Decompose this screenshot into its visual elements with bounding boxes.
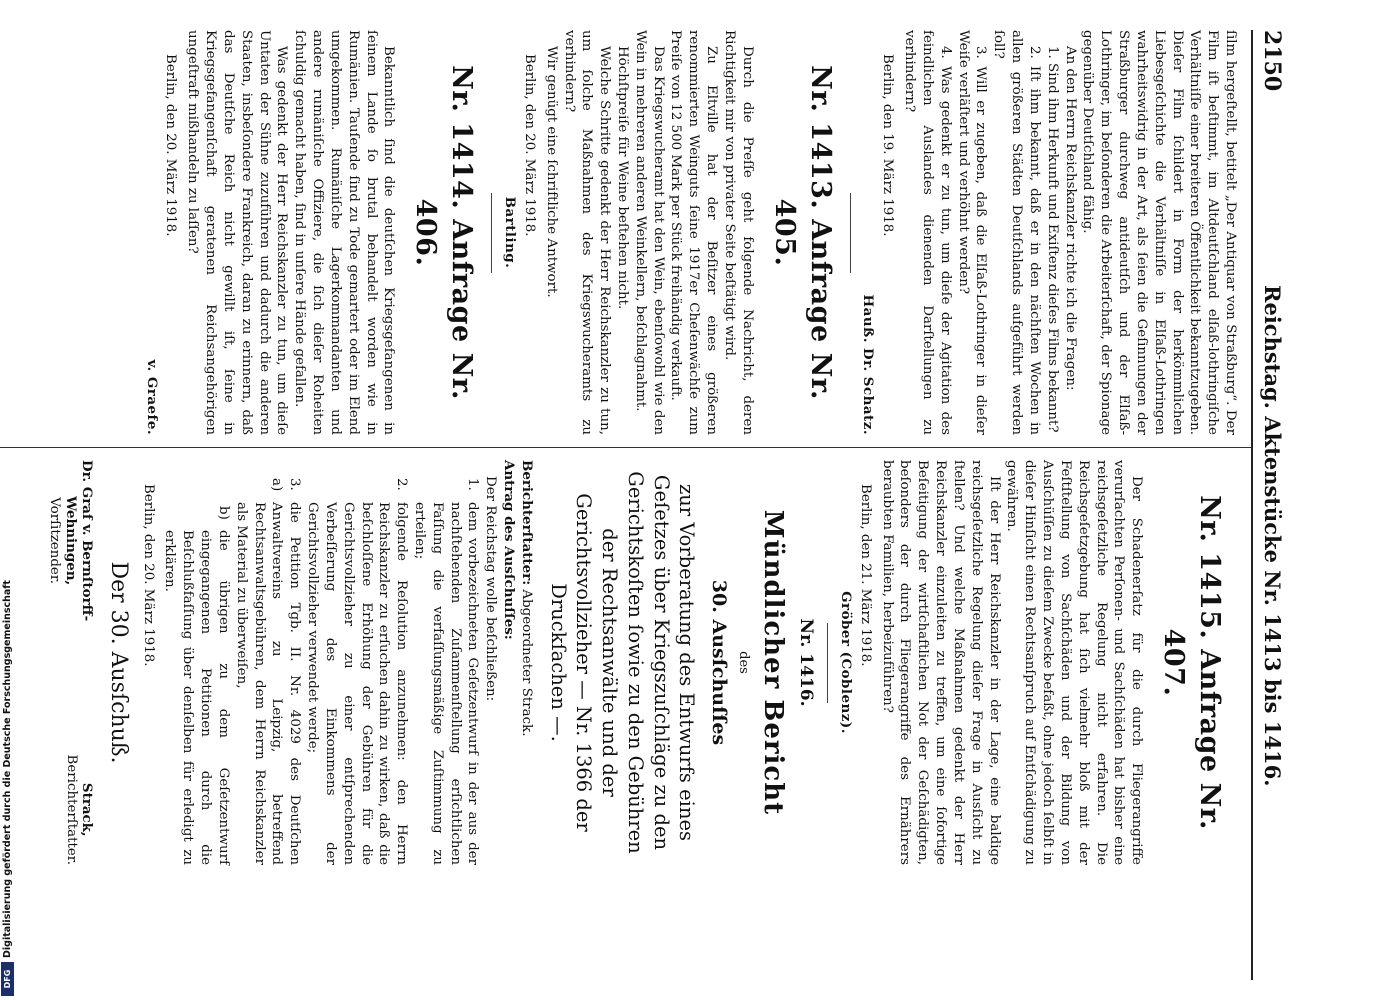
digitization-credit: [1, 0, 15, 1000]
questions-intro: An den Herrn Reichskanzler richte ich die Fragen:: [1062, 46, 1078, 391]
point-text: die Petition Tgb. II. Nr. 4029 des Deutſchen Anwaltvereins zu Leipzig, betreffend Rechtsanwaltsgebühren, dem Herrn Reichskanzler als Material zu überweiſen,: [233, 502, 303, 865]
body-paragraph: Zu Eltville hat der Beſitzer eines größeren renommierten Weinguts ſeine 1917er Cheſenwächſe zum Preiſe von 12 500 Mark per Stück freihändig verkauft.: [668, 30, 720, 435]
antrag-point: [232, 478, 303, 865]
chair-signature: [45, 460, 95, 621]
body-paragraph: Höchſtpreiſe für Weine beſtehen nicht.: [615, 46, 630, 310]
bericht-title: Mündlicher Bericht: [758, 509, 789, 816]
point-number: 3. a): [269, 478, 303, 492]
point-number: b): [215, 506, 231, 520]
running-header: [1251, 30, 1303, 980]
logo-text: DFG: [3, 969, 12, 989]
question: 2. Iſt ihm bekannt, daß er in den nächſten Wochen in allen größeren Städten Deutſchlands aufgeführt werden ſoll?: [991, 30, 1042, 435]
bericht-subject: zur Vorberatung des Entwurfs eines Geſetzes über Kriegszuſchläge zu den Gerichtskoſten ſowie zu den Gebühren der Rechtsanwälte und der Gerichtsvollzieher — Nr. 1366 der Druckſachen —.: [546, 471, 699, 854]
intro-paragraph: ſilm hergeſtellt, betitelt „Der Antiquar von Straßburg“. Der Film iſt beſtimmt, im Altdeutſchland elſaß-lothringiſche Verhältniſſe einer breiteren Öffentlichkeit bekanntzugeben. Dieſer Film ſchildert in Form der herkömmlichen Liebesgeſchichte die Verhältniſſe in Elſaß-Lothringen wahrheitswidrig in der Art, als ſeien die Geſinnungen der Straßburger durchweg antideutſch und der Elſaß-Lothringer, im beſonderen die Arbeiterſchaft, der Spionage gegenüber Deutſchland fähig.: [1080, 30, 1238, 435]
reporter-signature: [45, 755, 95, 865]
body-paragraph: Welche Schritte gedenkt der Herr Reichskanzler zu tun, um ſolche Maßnahmen des Kriegswucheramts zu verhindern?: [561, 30, 613, 435]
chair-name-line-2: Wehningen,: [62, 496, 79, 586]
antrag-point: [410, 478, 481, 865]
body-paragraph: Durch die Preſſe geht folgende Nachricht, deren Richtigkeit mir von privater Seite beſtätigt wird.: [721, 30, 755, 435]
bericht-number: Nr. 1416.: [796, 618, 817, 707]
column-divider: [0, 447, 1251, 448]
right-column: [45, 460, 1239, 865]
berichterstatter-line: [517, 460, 535, 865]
signature: v. Graefe.: [143, 359, 160, 435]
date-line: Berlin, den 20. März 1918.: [140, 484, 156, 667]
signature: Bartling.: [502, 196, 519, 269]
left-column: [142, 30, 1239, 435]
antrag-label: Antrag des Ausſchuſſes:: [501, 460, 518, 640]
signature-block: [45, 460, 95, 865]
reporter-name: Strack,: [79, 782, 96, 837]
point-number: 2.: [394, 478, 410, 491]
signature: Gröber (Coblenz).: [837, 591, 854, 734]
berichterstatter-label: Berichterſtatter:: [518, 460, 535, 586]
bericht-des: des: [735, 651, 751, 674]
date-line: Berlin, den 20. März 1918.: [521, 54, 537, 237]
body-paragraph: Iſt der Herr Reichskanzler in der Lage, eine baldige reichsgeſetzliche Regelung dieſer Frage in Ausſicht zu ſtellen? Und welche Maßnahmen gedenkt der Herr Reichskanzler einzuleiten zu treffen, um eine ſofortige Beſeitigung der wirtſchaftlichen Not der Geſchädigten, beſonders der durch Fliegerangriffe des Ernährers beraubten Familien, herbeizuführen?: [879, 460, 1002, 865]
date-line: Berlin, den 21. März 1918.: [857, 484, 873, 667]
committee-closing: Der 30. Ausſchuß.: [105, 561, 131, 764]
separator-rule: [491, 193, 492, 273]
point-text: dem vorbezeichneten Geſetzentwurf in der aus der nachſtehenden Zuſammenſtellung erſichtlichen Faſſung die verfaſſungsmäßige Zuſtimmung zu erteilen;: [412, 502, 481, 865]
date-line: Berlin, den 20. März 1918.: [163, 54, 179, 237]
anfrage-405-heading: Nr. 1413. Anfrage Nr. 405.: [768, 65, 836, 400]
running-title: Reichstag. Aktenstücke Nr. 1413 bis 1416.: [1260, 285, 1285, 787]
chair-role: Vorſitzender.: [47, 497, 62, 585]
separator-rule: [850, 193, 851, 273]
body-paragraph: Der Schadenerſatz für die durch Fliegerangriffe verurſachten Perſonen- und Sachſchäden hat bisher eine reichsgeſetzliche Regelung nicht erfahren. Die Reichsgeſetzgebung hat ſich vielmehr bloß mit der Feſtſtellung von Sachſchäden und der Bildung von Ausſchüſſen zu dieſem Zwecke befaßt, ohne jedoch ſelbſt in dieſer Hinſicht einen Rechtsanſpruch auf Entſchädigung zu gewähren.: [1004, 460, 1145, 865]
anfrage-407-heading: Nr. 1415. Anfrage Nr. 407.: [1158, 495, 1225, 830]
date-line: Berlin, den 19. März 1918.: [880, 54, 896, 237]
point-number: 1.: [465, 478, 481, 491]
credit-text: Digitalisierung gefördert durch die Deutsche Forschungsgemeinschaft: [2, 580, 13, 958]
berichterstatter-name: Abgeordneter Strack.: [518, 589, 534, 737]
question: 1. Sind ihm Herkunft und Exiſtenz dieſes Films bekannt?: [1044, 46, 1060, 433]
antrag-point: [303, 478, 410, 865]
point-text: folgende Reſolution anzunehmen: den Herrn Reichskanzler zu erſuchen dahin zu wirken, daß die beſchloſſene Erhöhung der Gebühren für die Gerichtsvollzieher zu einer entſprechenden Verbeſſerung des Einkommens der Gerichtsvollzieher verwendet werde;: [305, 502, 410, 865]
anfrage-406-heading: Nr. 1414. Anfrage Nr. 406.: [410, 65, 478, 400]
antrag-label-line: [499, 460, 517, 865]
committee-name: 30. Ausſchuſſes: [707, 579, 730, 746]
body-paragraph: Was gedenkt der Herr Reichskanzler zu tun, um dieſe Untaten der Sühne zuzuführen und dadurch die anderen Staaten, insbeſondere Frankreich, daran zu erinnern, daß das Deutſche Reich nicht gewillt iſt, ſeine in Kriegsgefangenſchaft geratenen Reichsangehörigen ungeſtraft mißhandeln zu laſſen?: [185, 30, 290, 435]
antrag-intro: Der Reichstag wolle beſchließen:: [483, 476, 499, 702]
separator-rule: [827, 623, 828, 703]
chair-name-line-1: Dr. Graf v. Bernſtorff-: [79, 460, 96, 622]
signature: Hauß. Dr. Schatz.: [860, 294, 877, 435]
body-paragraph: Wir genügt eine ſchriftliche Antwort.: [543, 46, 559, 298]
question: 3. Will er zugeben, daß die Elſaß-Lothringer in dieſer Weiſe verläſtert und verhöhnt werden?: [955, 30, 989, 435]
question: 4. Was gedenkt er zu tun, um dieſe der Agitation des feindlichen Auslandes dienenden Darſtellungen zu verhindern?: [902, 30, 953, 435]
page-number: 2150: [1259, 30, 1285, 92]
body-paragraph: Bekanntlich ſind die deutſchen Kriegsgefangenen in ſeinem Lande ſo brutal behandelt worden wie in Rumänien. Tauſende ſind zu Tode gemartert oder im Elend umgekommen. Rumäniſche Lagerkommandanten und andere rumäniſche Offiziere, die ſich dieſer Roheiten ſchuldig gemacht haben, ſind in unſere Hände gefallen.: [292, 30, 397, 435]
point-text: die übrigen zu dem Geſetzentwurf eingegangenen Petitionen durch die Beſchlußfaſſung über denſelben für erledigt zu erklären.: [162, 530, 231, 865]
antrag-point: [161, 506, 232, 865]
body-paragraph: Das Kriegswucheramt hat den Wein, ebenſowohl wie den Wein in mehreren anderen Weinkellern, beſchlagnahmt.: [632, 30, 666, 435]
two-column-body: [21, 30, 1251, 980]
dfg-logo-icon: [1, 962, 14, 996]
reporter-role: Berichterſtatter.: [63, 754, 79, 865]
